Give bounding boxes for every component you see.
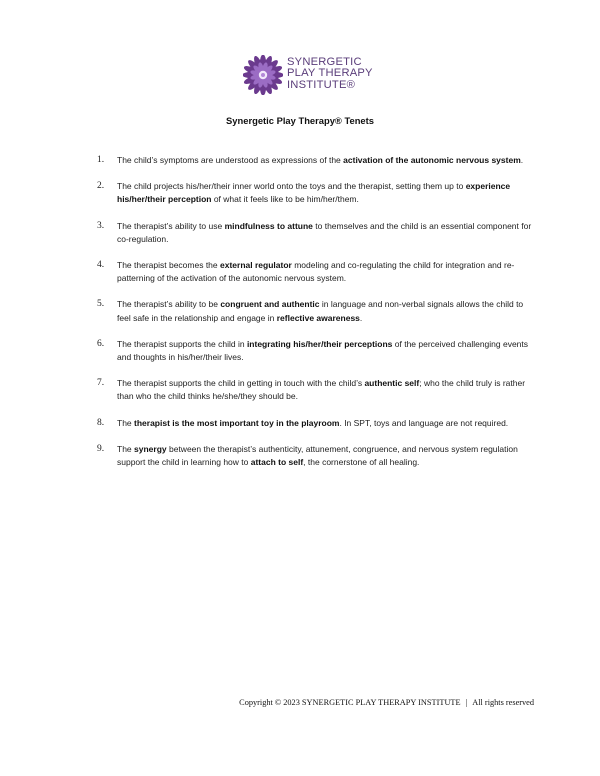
tenet-segment: The therapist supports the child in getting in touch with the child’s: [117, 378, 365, 389]
tenet-emphasis: congruent and authentic: [220, 299, 320, 310]
tenet-segment: , the cornerstone of all healing.: [303, 457, 420, 468]
tenet-segment: .: [359, 312, 363, 323]
tenet-item: [97, 338, 537, 364]
tenet-number: 2.: [97, 181, 105, 192]
rights-text: All rights reserved: [472, 698, 534, 707]
tenet-item: [97, 298, 537, 324]
logo-line-2: PLAY THERAPY: [287, 67, 373, 80]
tenet-segment: The therapist becomes the: [117, 260, 221, 271]
tenet-text: [117, 154, 537, 167]
tenets-list: [97, 154, 537, 482]
tenet-text: [117, 417, 537, 430]
tenet-segment: The therapist supports the child in: [117, 338, 247, 349]
tenet-emphasis: reflective awareness: [276, 312, 360, 323]
tenet-emphasis: mindfulness to attune: [224, 220, 313, 231]
page-title: Synergetic Play Therapy® Tenets: [226, 115, 374, 126]
tenet-segment: . In SPT, toys and language are not required.: [339, 417, 509, 428]
tenet-segment: The child’s symptoms are understood as expressions of the: [117, 155, 344, 165]
tenet-text: [117, 443, 537, 469]
tenet-item: [97, 443, 537, 469]
tenet-emphasis: integrating his/her/their perceptions: [246, 338, 393, 349]
tenet-text: [117, 338, 537, 364]
tenet-text: [117, 220, 537, 246]
tenet-segment: to themselves and the child is an essential component for co-regulation.: [117, 220, 532, 244]
tenet-segment: The therapist’s ability to be: [117, 299, 221, 310]
tenet-segment: The: [117, 443, 135, 454]
tenet-number: 9.: [97, 443, 105, 454]
tenet-segment: between the therapist’s authenticity, attunement, congruence, and nervous system regulation support the child in learning how to: [117, 443, 518, 468]
tenet-segment: The child projects his/her/their inner world onto the toys and the therapist, setting them up to: [117, 181, 466, 192]
tenet-segment: The: [117, 417, 135, 428]
institute-logo: [243, 55, 383, 95]
tenet-segment: of the perceived challenging events and thoughts in his/her/their lives.: [117, 338, 529, 363]
tenet-text: [117, 298, 537, 324]
tenet-item: [97, 259, 537, 285]
tenet-segment: of what it feels like to be him/her/them.: [211, 194, 359, 205]
copyright-text: Copyright © 2023 SYNERGETIC PLAY THERAPY INSTITUTE: [239, 698, 461, 707]
tenet-emphasis: authentic self: [364, 378, 420, 389]
tenet-emphasis: synergy: [134, 443, 167, 454]
tenet-item: [97, 417, 537, 430]
footer-separator: |: [465, 698, 468, 707]
tenet-number: 7.: [97, 378, 105, 389]
tenet-number: 4.: [97, 260, 105, 271]
flower-logo-icon: [243, 55, 283, 95]
tenet-text: [117, 377, 537, 403]
tenet-item: [97, 154, 537, 167]
tenet-number: 6.: [97, 338, 105, 349]
tenet-segment: modeling and co-regulating the child for integration and re-patterning of the activation of the autonomic nervous system.: [117, 260, 515, 284]
logo-line-1: SYNERGETIC: [287, 56, 362, 68]
tenet-text: [117, 259, 537, 285]
tenet-item: [97, 377, 537, 403]
tenet-segment: The therapist’s ability to use: [117, 220, 225, 231]
tenet-number: 1.: [97, 155, 105, 165]
tenet-emphasis: external regulator: [220, 260, 292, 271]
tenet-number: 8.: [97, 417, 105, 428]
tenet-segment: ; who the child truly is rather than who the child thinks he/she/they should be.: [117, 378, 526, 402]
tenet-segment: in language and non-verbal signals allows the child to feel safe in the relationship and engage in: [117, 299, 524, 323]
tenet-item: [97, 220, 537, 246]
tenet-segment: .: [520, 155, 524, 165]
tenet-number: 5.: [97, 299, 105, 310]
tenet-item: [97, 180, 537, 206]
tenet-text: [117, 180, 537, 206]
tenet-emphasis: experience his/her/their perception: [117, 181, 511, 205]
tenet-emphasis: attach to self: [250, 457, 304, 468]
logo-wordmark: [287, 57, 397, 91]
tenet-number: 3.: [97, 220, 105, 231]
copyright-footer: [239, 698, 534, 707]
logo-line-3: INSTITUTE®: [287, 78, 356, 91]
tenet-emphasis: therapist is the most important toy in the playroom: [134, 417, 340, 428]
tenet-emphasis: activation of the autonomic nervous system: [343, 155, 521, 165]
